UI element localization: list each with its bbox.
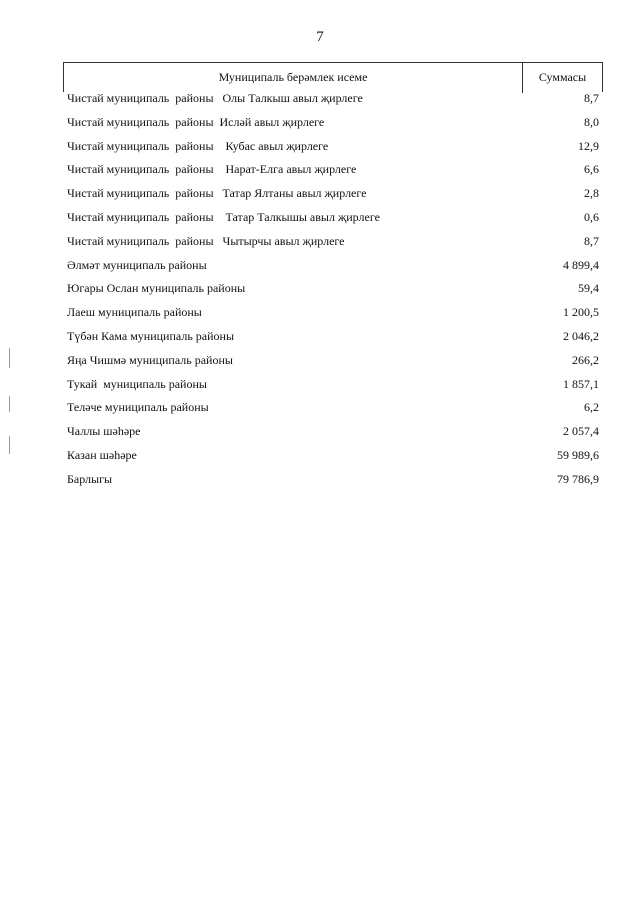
row-name: Югары Ослан муниципаль районы [67, 281, 246, 296]
row-amount: 2,8 [584, 186, 599, 201]
scan-margin-mark [9, 436, 10, 454]
row-amount: 8,7 [584, 233, 599, 248]
row-name: Түбән Кама муниципаль районы [67, 328, 235, 343]
total-label: Барлыгы [67, 471, 113, 486]
row-amount: 2 057,4 [563, 424, 599, 439]
table-row [67, 281, 599, 305]
scan-margin-mark [9, 396, 10, 412]
row-name: Чистай муниципаль районы Татар Талкышы авыл җирлеге [67, 209, 380, 224]
table-row [67, 162, 599, 186]
table-row [67, 400, 599, 424]
table-row [67, 186, 599, 210]
row-name: Чистай муниципаль районы Олы Талкыш авыл җирлеге [67, 91, 363, 105]
row-name: Чистай муниципаль районы Нарат-Елга авыл җирлеге [67, 162, 357, 177]
table-row [67, 305, 599, 329]
table-row [67, 448, 599, 472]
table-row [67, 353, 599, 377]
row-name: Яңа Чишмә муниципаль районы [67, 352, 233, 367]
table-row [67, 234, 599, 258]
table-row [67, 424, 599, 448]
table-row [67, 258, 599, 282]
row-name: Чистай муниципаль районы Татар Ялтаны авыл җирлеге [67, 186, 367, 201]
row-amount: 1 200,5 [563, 305, 599, 320]
table-body [67, 91, 599, 496]
row-name: Теләче муниципаль районы [67, 400, 209, 415]
row-amount: 6,2 [584, 400, 599, 415]
row-name: Чистай муниципаль районы Исләй авыл җирлеге [67, 114, 325, 129]
header-name-label: Муниципаль берәмлек исеме [218, 70, 368, 84]
total-row [67, 472, 599, 496]
scan-margin-mark [9, 348, 10, 368]
row-amount: 0,6 [584, 209, 599, 224]
row-amount: 59 989,6 [557, 447, 599, 462]
table-row [67, 91, 599, 115]
row-amount: 8,0 [584, 114, 599, 129]
total-amount: 79 786,9 [557, 471, 599, 486]
row-name: Казан шәһәре [67, 447, 137, 462]
row-amount: 8,7 [584, 91, 599, 105]
page-number: 7 [316, 29, 324, 45]
table-header [63, 62, 603, 92]
header-sum-label: Суммасы [538, 70, 587, 84]
table-row [67, 139, 599, 163]
row-amount: 2 046,2 [563, 328, 599, 343]
row-amount: 4 899,4 [563, 257, 599, 272]
table-row [67, 210, 599, 234]
row-amount: 12,9 [578, 138, 599, 153]
row-amount: 59,4 [578, 281, 599, 296]
row-amount: 6,6 [584, 162, 599, 177]
row-name: Чистай муниципаль районы Чытырчы авыл җирлеге [67, 233, 345, 248]
table-row [67, 115, 599, 139]
row-name: Чаллы шәһәре [67, 424, 141, 439]
row-amount: 266,2 [572, 352, 599, 367]
row-amount: 1 857,1 [563, 376, 599, 391]
row-name: Лаеш муниципаль районы [67, 305, 202, 320]
row-name: Чистай муниципаль районы Кубас авыл җирлеге [67, 138, 329, 153]
table-row [67, 377, 599, 401]
row-name: Тукай муниципаль районы [67, 376, 207, 391]
table-row [67, 329, 599, 353]
row-name: Әлмәт муниципаль районы [67, 257, 207, 272]
